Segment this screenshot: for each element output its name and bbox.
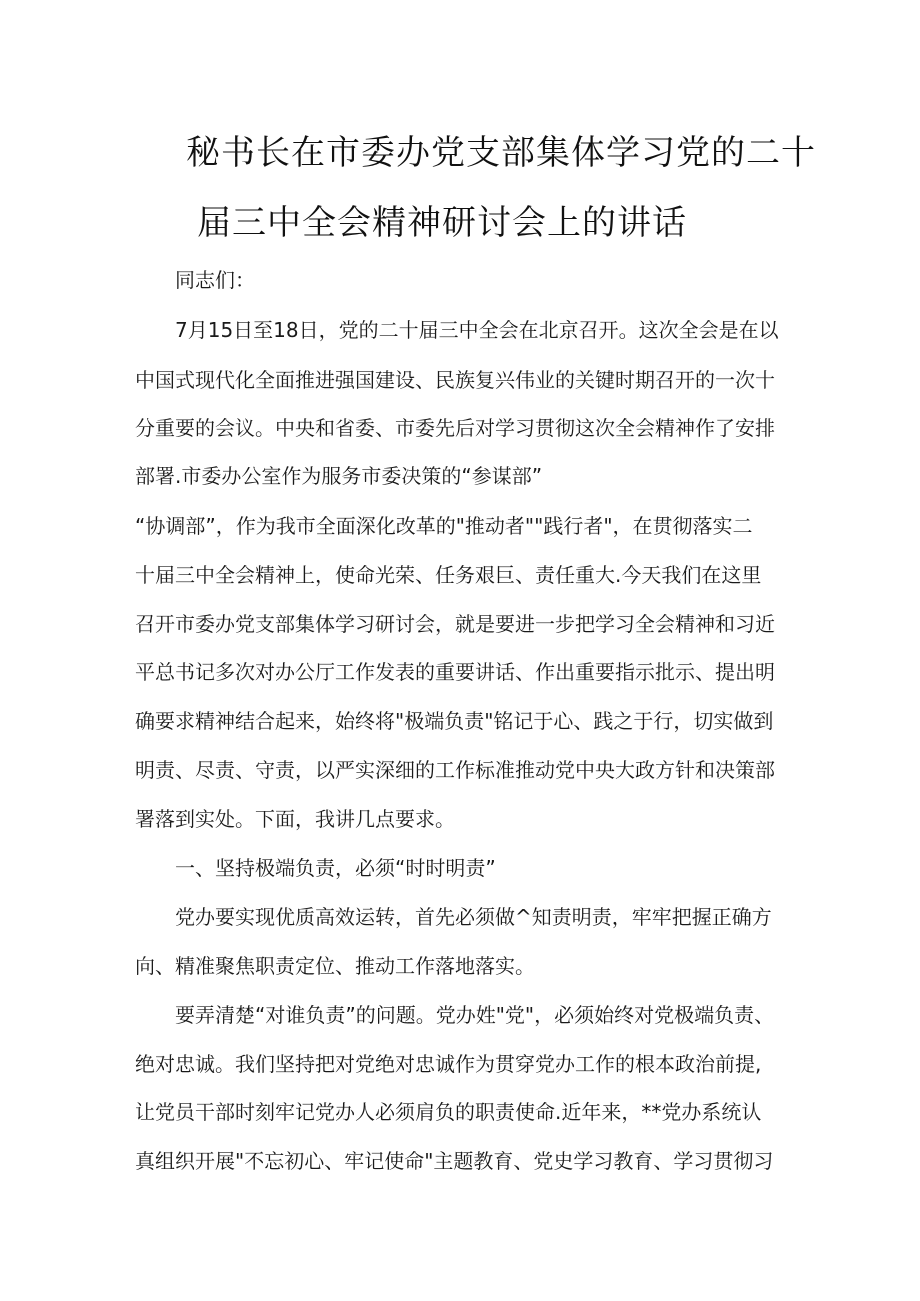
body-line: 7月15日至18日，党的二十届三中全会在北京召开。这次全会是在以 bbox=[175, 318, 779, 342]
body-line: 平总书记多次对办公厅工作发表的重要讲话、作出重要指示批示、提出明 bbox=[135, 660, 775, 684]
body-line: “协调部”，作为我市全面深化改革的"推动者""践行者"，在贯彻落实二 bbox=[135, 514, 753, 538]
body-line: 党办要实现优质高效运转，首先必须做^知责明责，牢牢把握正确方 bbox=[175, 905, 772, 929]
body-line: 要弄清楚“对谁负责”的问题。党办姓"党"，必须始终对党极端负责、 bbox=[175, 1003, 775, 1027]
body-line: 中国式现代化全面推进强国建设、民族复兴伟业的关键时期召开的一次十 bbox=[135, 368, 775, 392]
body-line: 向、精准聚焦职责定位、推动工作落地落实。 bbox=[135, 954, 535, 978]
body-line: 部署.市委办公室作为服务市委决策的“参谋部” bbox=[135, 464, 543, 488]
document-title-line-1: 秘书长在市委办党支部集体学习党的二十 bbox=[186, 133, 816, 173]
body-line: 十届三中全会精神上，使命光荣、任务艰巨、责任重大.今天我们在这里 bbox=[135, 563, 762, 587]
body-line: 让党员干部时刻牢记党办人必须肩负的职责使命.近年来，**党办系统认 bbox=[135, 1100, 762, 1124]
body-line: 署落到实处。下面，我讲几点要求。 bbox=[135, 807, 455, 831]
body-line: 绝对忠诚。我们坚持把对党绝对忠诚作为贯穿党办工作的根本政治前提, bbox=[135, 1052, 762, 1076]
body-line: 明责、尽责、守责，以严实深细的工作标准推动党中央大政方针和决策部 bbox=[135, 758, 775, 782]
body-line: 真组织开展"不忘初心、牢记使命"主题教育、党史学习教育、学习贯彻习 bbox=[135, 1149, 774, 1173]
section-heading: 一、坚持极端负责，必须“时时明责” bbox=[175, 856, 496, 880]
body-line: 召开市委办党支部集体学习研讨会，就是要进一步把学习全会精神和习近 bbox=[135, 612, 775, 636]
body-line: 分重要的会议。中央和省委、市委先后对学习贯彻这次全会精神作了安排 bbox=[135, 416, 775, 440]
body-line: 确要求精神结合起来，始终将"极端负责"铭记于心、践之于行，切实做到 bbox=[135, 709, 774, 733]
salutation: 同志们： bbox=[175, 268, 255, 292]
document-title-line-2: 届三中全会精神研讨会上的讲话 bbox=[197, 203, 687, 243]
